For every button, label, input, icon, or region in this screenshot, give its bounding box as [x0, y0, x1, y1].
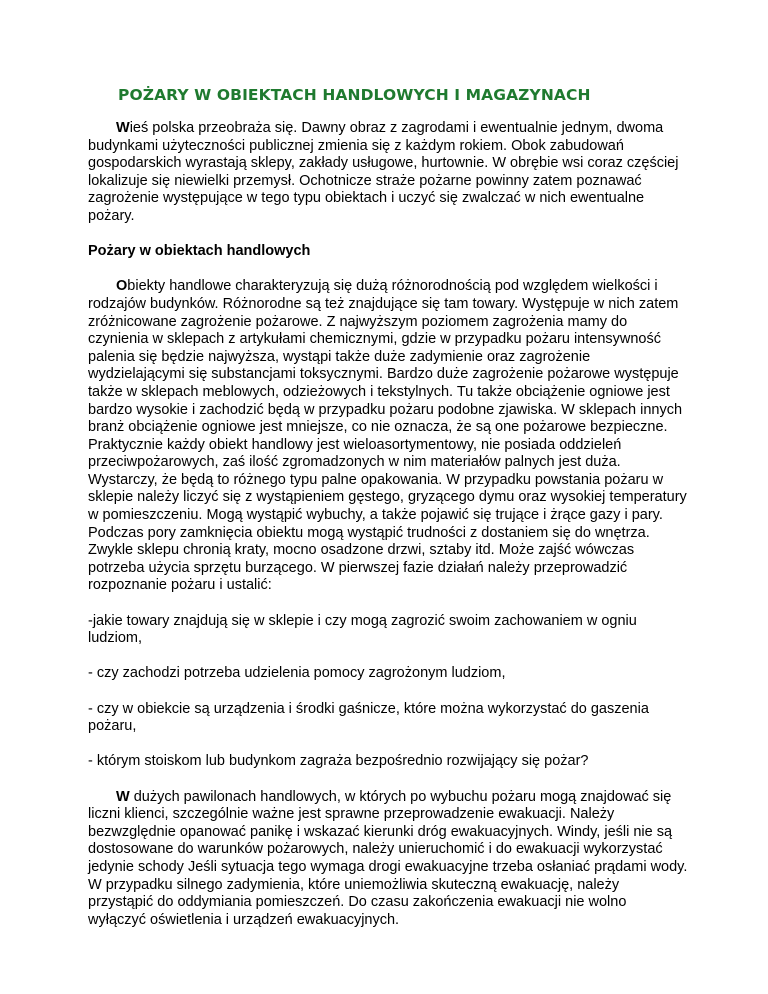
section-initial: O — [116, 278, 128, 295]
document-body — [88, 120, 688, 947]
question-item-2: - czy zachodzi potrzeba udzielenia pomocy zagrożonym ludziom, — [88, 665, 506, 682]
intro-initial: W — [116, 120, 130, 136]
question-item-3: - czy w obiekcie są urządzenia i środki gaśnicze, które można wykorzystać do gaszenia pożaru, — [88, 700, 649, 735]
intro-text: ieś polska przeobraża się. Dawny obraz z zagrodami i ewentualnie jednym, dwoma budynkami użyteczności publicznej zmienia się z każdym rokiem. Obok zabudowań gospodarskich wyrastają sklepy, zakłady usługowe, hurtownie. W obrębie wsi coraz częściej lokalizuje się niewielki przemysł. Ochotnicze straże pożarne powinny zatem poznawać zagrożenie występujące w tego typu obiektach i uczyć się zwalczać w nich ewentualne pożary. — [88, 120, 679, 224]
evacuation-paragraph — [88, 789, 688, 930]
section-paragraph — [88, 278, 688, 595]
evacuation-initial: W — [116, 788, 130, 805]
section-text: biekty handlowe charakteryzują się dużą różnorodnością pod względem wielkości i rodzajów budynków. Różnorodne są też znajdujące się tam towary. Występuje w nich zatem zróżnicowane zagrożenie pożarowe. Z najwyższym poziomem zagrożenia mamy do czynienia w sklepach z artykułami chemicznymi, gdzie w przypadku pożaru intensywność palenia się będzie najwyższa, wystąpi także duże zadymienie oraz zagrożenie wydzielającymi się substancjami toksycznymi. Bardzo duże zagrożenie pożarowe występuje także w sklepach meblowych, odzieżowych i tekstylnych. Tu także obciążenie ogniowe jest bardzo wysokie i zachodzić będą w przypadku pożaru podobne zjawiska. W sklepach innych branż obciążenie ogniowe jest mniejsze, co nie oznacza, że są one pożarowe bezpieczne. Praktycznie każdy obiekt handlowy jest wieloasortymentowy, nie posiada oddzieleń przeciwpożarowych, zaś ilość zgromadzonych w nim materiałów palnych jest duża. Wystarczy, że będą to różnego typu palne opakowania. W przypadku powstania pożaru w sklepie należy liczyć się z wystąpieniem gęstego, gryzącego dymu oraz wysokiej temperatury w pomieszczeniu. Mogą wystąpić wybuchy, a także pojawić się trujące i żrące gazy i pary. Podczas pory zamknięcia obiektu mogą wystąpić trudności z dostaniem się do wnętrza. Zwykle sklepu chronią kraty, mocno osadzone drzwi, sztaby itd. Może zajść wówczas potrzeba użycia sprzętu burzącego. W pierwszej fazie działań należy przeprowadzić rozpoznanie pożaru i ustalić: — [88, 278, 687, 594]
evacuation-text: dużych pawilonach handlowych, w których po wybuchu pożaru mogą znajdować się liczni klienci, szczególnie ważne jest sprawne przeprowadzenie ewakuacji. Należy bezwzględnie opanować panikę i wskazać kierunki dróg ewakuacyjnych. Windy, jeśli nie są dostosowane do warunków pożarowych, należy unieruchomić i do ewakuacji wykorzystać jedynie schody Jeśli sytuacja tego wymaga drogi ewakuacyjne trzeba osłaniać prądami wody. W przypadku silnego zadymienia, które uniemożliwia skuteczną ewakuację, należy przystąpić do oddymiania pomieszczeń. Do czasu zakończenia ewakuacji nie wolno wyłączyć oświetlenia i urządzeń ewakuacyjnych. — [88, 788, 688, 928]
question-item-1: -jakie towary znajdują się w sklepie i czy mogą zagrozić swoim zachowaniem w ogniu ludziom, — [88, 612, 637, 647]
document-title: POŻARY W OBIEKTACH HANDLOWYCH I MAGAZYNACH — [118, 86, 591, 104]
section-heading: Pożary w obiektach handlowych — [88, 243, 311, 260]
intro-paragraph — [88, 120, 688, 226]
question-item-4: - którym stoiskom lub budynkom zagraża bezpośrednio rozwijający się pożar? — [88, 753, 589, 770]
